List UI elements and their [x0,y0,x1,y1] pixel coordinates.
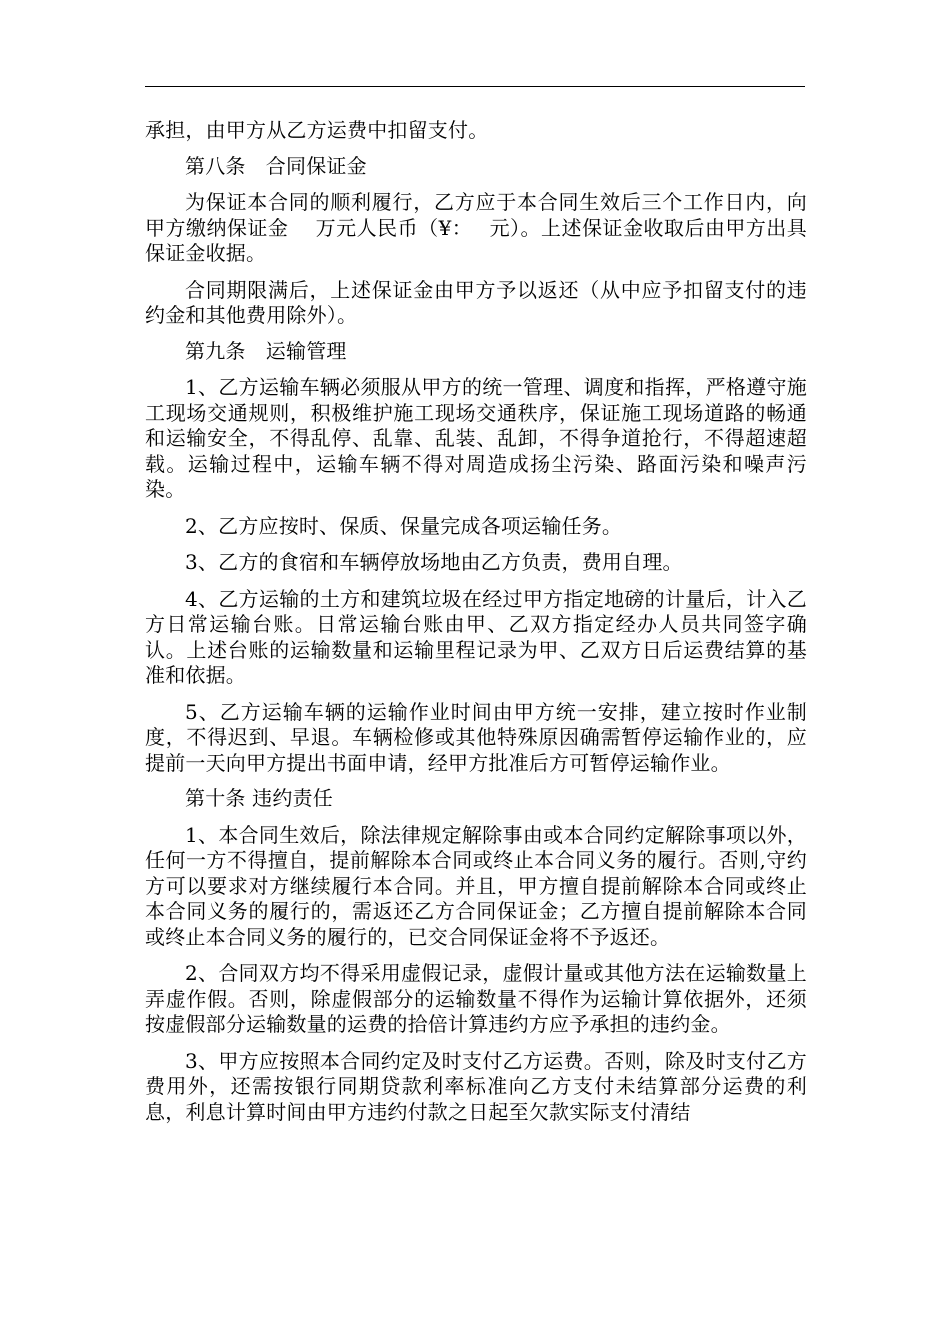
document-body [145,118,807,1125]
paragraph-transport-rule-2: 2、乙方应按时、保质、保量完成各项运输任务。 [185,513,623,538]
paragraph-deposit-return: 合同期限满后，上述保证金由甲方予以返还（从中应予扣留支付的违约金和其他费用除外）。 [145,277,807,327]
paragraph-transport-rule-3: 3、乙方的食宿和车辆停放场地由乙方负责，费用自理。 [185,550,683,574]
paragraph-liability-1: 1、本合同生效后，除法律规定解除事由或本合同约定解除事项以外，任何一方不得擅自，提前解除本合同或终止本合同义务的履行。否则,守约方可以要求对方继续履行本合同。并且，甲方擅自提前解除本合同或终止本合同义务的履行的，需返还乙方合同保证金；乙方擅自提前解除本合同或终止本合同义务的履行的，已交合同保证金将不予返还。 [145,822,807,949]
section-heading-article-10: 第十条 违约责任 [185,786,333,810]
section-heading-article-8: 第八条 合同保证金 [185,153,367,178]
paragraph-transport-rule-4: 4、乙方运输的土方和建筑垃圾在经过甲方指定地磅的计量后，计入乙方日常运输台账。日常运输台账由甲、乙双方指定经办人员共同签字确认。上述台账的运输数量和运输里程记录为甲、乙双方日后运费结算的基准和依据。 [145,586,807,687]
header-rule [145,86,805,87]
paragraph-liability-3: 3、甲方应按照本合同约定及时支付乙方运费。否则，除及时支付乙方费用外，还需按银行同期贷款利率标准向乙方支付未结算部分运费的利息，利息计算时间由甲方违约付款之日起至欠款实际支付清结 [145,1048,807,1124]
paragraph-transport-rule-1: 1、乙方运输车辆必须服从甲方的统一管理、调度和指挥，严格遵守施工现场交通规则，积极维护施工现场交通秩序，保证施工现场道路的畅通和运输安全，不得乱停、乱靠、乱装、乱卸，不得争道抢行，不得超速超载。运输过程中，运输车辆不得对周造成扬尘污染、路面污染和噪声污染。 [145,375,807,501]
paragraph-continuation: 承担，由甲方从乙方运费中扣留支付。 [145,118,489,142]
paragraph-transport-rule-5: 5、乙方运输车辆的运输作业时间由甲方统一安排，建立按时作业制度，不得迟到、早退。车辆检修或其他特殊原因确需暂停运输作业的，应提前一天向甲方提出书面申请，经甲方批准后方可暂停运输作业。 [145,699,807,775]
paragraph-liability-2: 2、合同双方均不得采用虚假记录，虚假计量或其他方法在运输数量上弄虚作假。否则，除虚假部分的运输数量不得作为运输计算依据外，还须按虚假部分运输数量的运费的拾倍计算违约方应予承担的违约金。 [145,961,807,1036]
section-heading-article-9: 第九条 运输管理 [185,338,347,363]
paragraph-deposit-payment: 为保证本合同的顺利履行，乙方应于本合同生效后三个工作日内，向甲方缴纳保证金 万元人民币（¥： 元）。上述保证金收取后由甲方出具保证金收据。 [145,190,807,265]
